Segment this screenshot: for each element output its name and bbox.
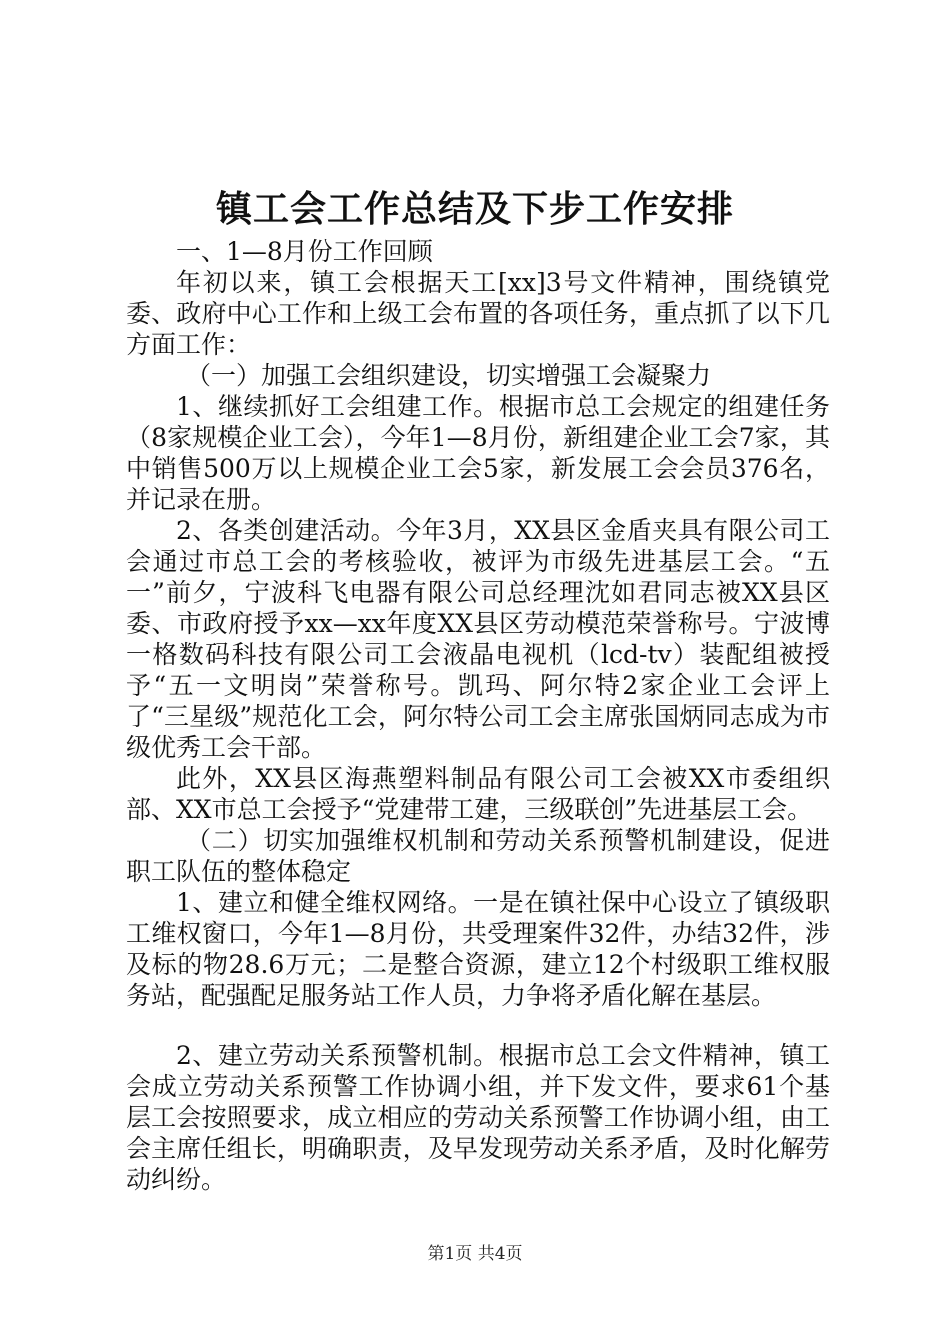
subsection-heading-rights: （二）切实加强维权机制和劳动关系预警机制建设，促进职工队伍的整体稳定 xyxy=(126,826,830,886)
section-heading-review: 一、1—8月份工作回顾 xyxy=(176,237,433,266)
page-footer: 第1页 共4页 xyxy=(427,1244,523,1264)
document-title: 镇工会工作总结及下步工作安排 xyxy=(215,188,734,230)
paragraph-union-building: 1、继续抓好工会组建工作。根据市总工会规定的组建任务（8家规模企业工会），今年1—8月份，新组建企业工会7家，其中销售500万以上规模企业工会5家，新发展工会会员376名，并记录在册。 xyxy=(126,392,830,514)
subsection-heading-organization: （一）加强工会组织建设，切实增强工会凝聚力 xyxy=(186,361,712,390)
paragraph-early-warning: 2、建立劳动关系预警机制。根据市总工会文件精神，镇工会成立劳动关系预警工作协调小组，并下发文件，要求61个基层工会按照要求，成立相应的劳动关系预警工作协调小组，由工会主席任组长，明确职责，及早发现劳动关系矛盾，及时化解劳动纠纷。 xyxy=(126,1041,830,1194)
paragraph-intro: 年初以来，镇工会根据天工[xx]3号文件精神，围绕镇党委、政府中心工作和上级工会布置的各项任务，重点抓了以下几方面工作： xyxy=(126,268,830,359)
paragraph-creation-activities: 2、各类创建活动。今年3月，XX县区金盾夹具有限公司工会通过市总工会的考核验收，被评为市级先进基层工会。“五一”前夕，宁波科飞电器有限公司总经理沈如君同志被XX县区委、市政府授予xx—xx年度XX县区劳动模范荣誉称号。宁波博一格数码科技有限公司工会液晶电视机（lcd-tv）装配组被授予“五一文明岗”荣誉称号。凯玛、阿尔特2家企业工会评上了“三星级”规范化工会，阿尔特公司工会主席张国炳同志成为市级优秀工会干部。 xyxy=(126,516,830,762)
paragraph-additionally: 此外，XX县区海燕塑料制品有限公司工会被XX市委组织部、XX市总工会授予“党建带工建，三级联创”先进基层工会。 xyxy=(126,764,830,824)
paragraph-rights-network: 1、建立和健全维权网络。一是在镇社保中心设立了镇级职工维权窗口，今年1—8月份，共受理案件32件，办结32件，涉及标的物28.6万元；二是整合资源，建立12个村级职工维权服务站，配强配足服务站工作人员，力争将矛盾化解在基层。 xyxy=(126,888,830,1010)
document-body xyxy=(126,236,830,1195)
